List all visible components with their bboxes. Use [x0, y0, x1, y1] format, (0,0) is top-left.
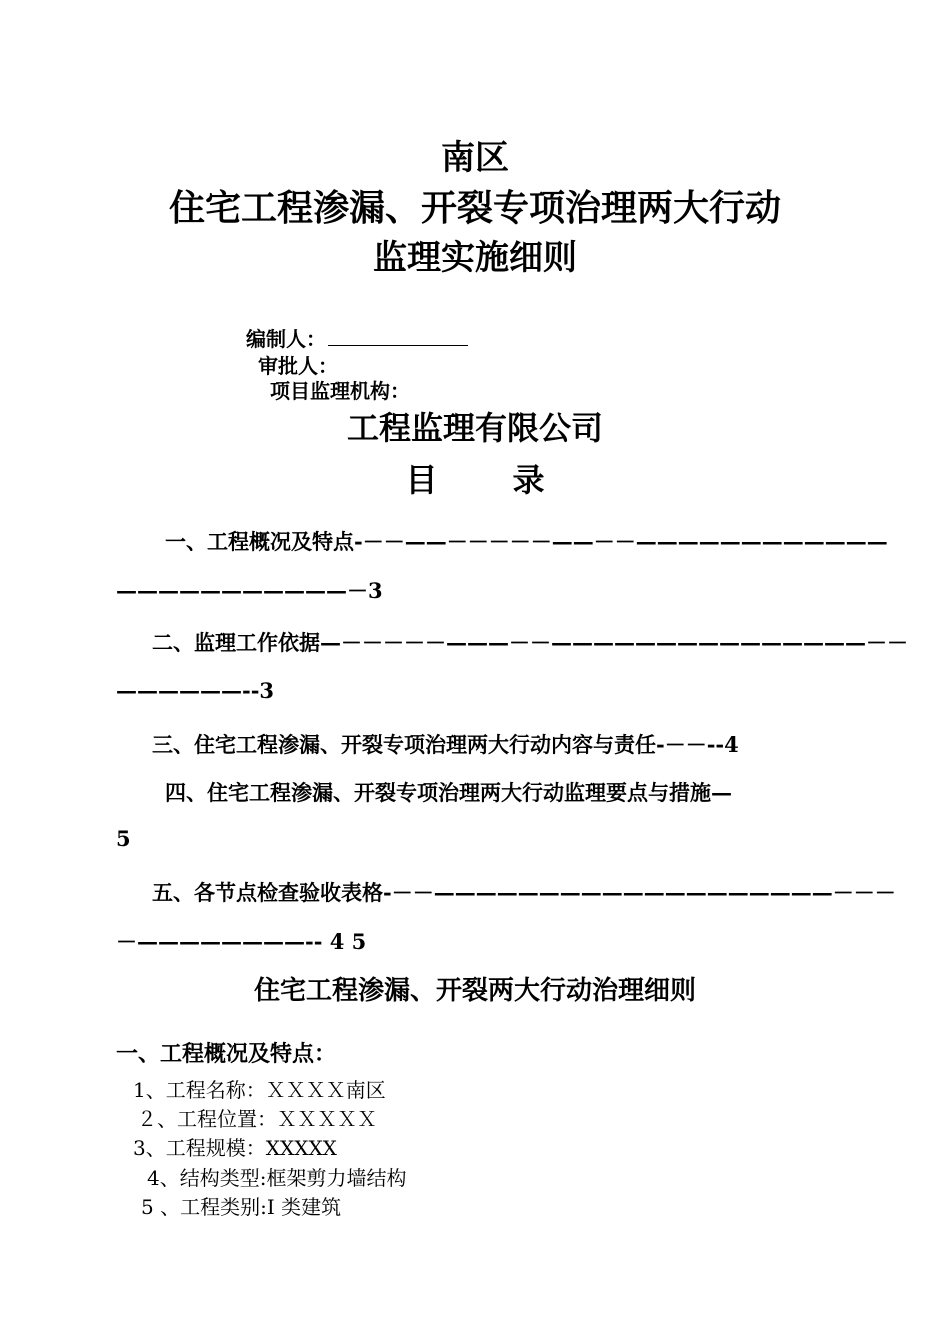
cover-title-line2: 住宅工程渗漏、开裂专项治理两大行动 [168, 187, 781, 229]
detail-title: 住宅工程渗漏、开裂两大行动治理细则 [253, 976, 696, 1006]
toc-entry-2-cont: ——————--3 [116, 678, 275, 703]
toc-entry-2[interactable]: 二、监理工作依据—－－－－－———－－———————————————－－ [152, 630, 908, 655]
cover-title-line3: 监理实施细则 [373, 238, 577, 278]
toc-entry-5-cont: －————————-- 4 5 [116, 929, 367, 954]
info-item-name: 1、工程名称：ＸＸＸＸ南区 [133, 1078, 386, 1102]
compiler-row [246, 323, 468, 352]
compiler-label: 编制人： [246, 327, 326, 351]
toc-title [0, 455, 950, 501]
org-label: 项目监理机构： [270, 379, 410, 403]
toc-title-right: 录 [512, 461, 545, 499]
info-item-category: 5 、工程类别:Ⅰ 类建筑 [141, 1195, 342, 1219]
cover-title-line1: 南区 [441, 138, 509, 178]
toc-entry-1-cont: ———————————－3 [116, 578, 383, 603]
toc-entry-1[interactable]: 一、工程概况及特点-－－——－－－－－——－－———————————— [165, 529, 888, 554]
company-name: 工程监理有限公司 [346, 409, 603, 447]
toc-entry-4-cont: 5 [116, 826, 131, 851]
approver-label: 审批人： [258, 354, 338, 378]
section-title: 一、工程概况及特点： [116, 1041, 337, 1067]
toc-entry-4[interactable]: 四、住宅工程渗漏、开裂专项治理两大行动监理要点与措施— [165, 780, 732, 805]
info-item-location: ２、工程位置：ＸＸＸＸＸ [137, 1107, 377, 1131]
info-item-structure: 4、结构类型:框架剪力墙结构 [147, 1166, 407, 1190]
compiler-blank [328, 326, 468, 346]
info-item-scale: 3、工程规模：XXXXX [133, 1136, 337, 1160]
toc-entry-5[interactable]: 五、各节点检查验收表格-－－———————————————————－－－ [152, 880, 896, 905]
toc-entry-3[interactable]: 三、住宅工程渗漏、开裂专项治理两大行动内容与责任-－－--4 [152, 732, 739, 757]
toc-title-left: 目 [405, 461, 438, 499]
